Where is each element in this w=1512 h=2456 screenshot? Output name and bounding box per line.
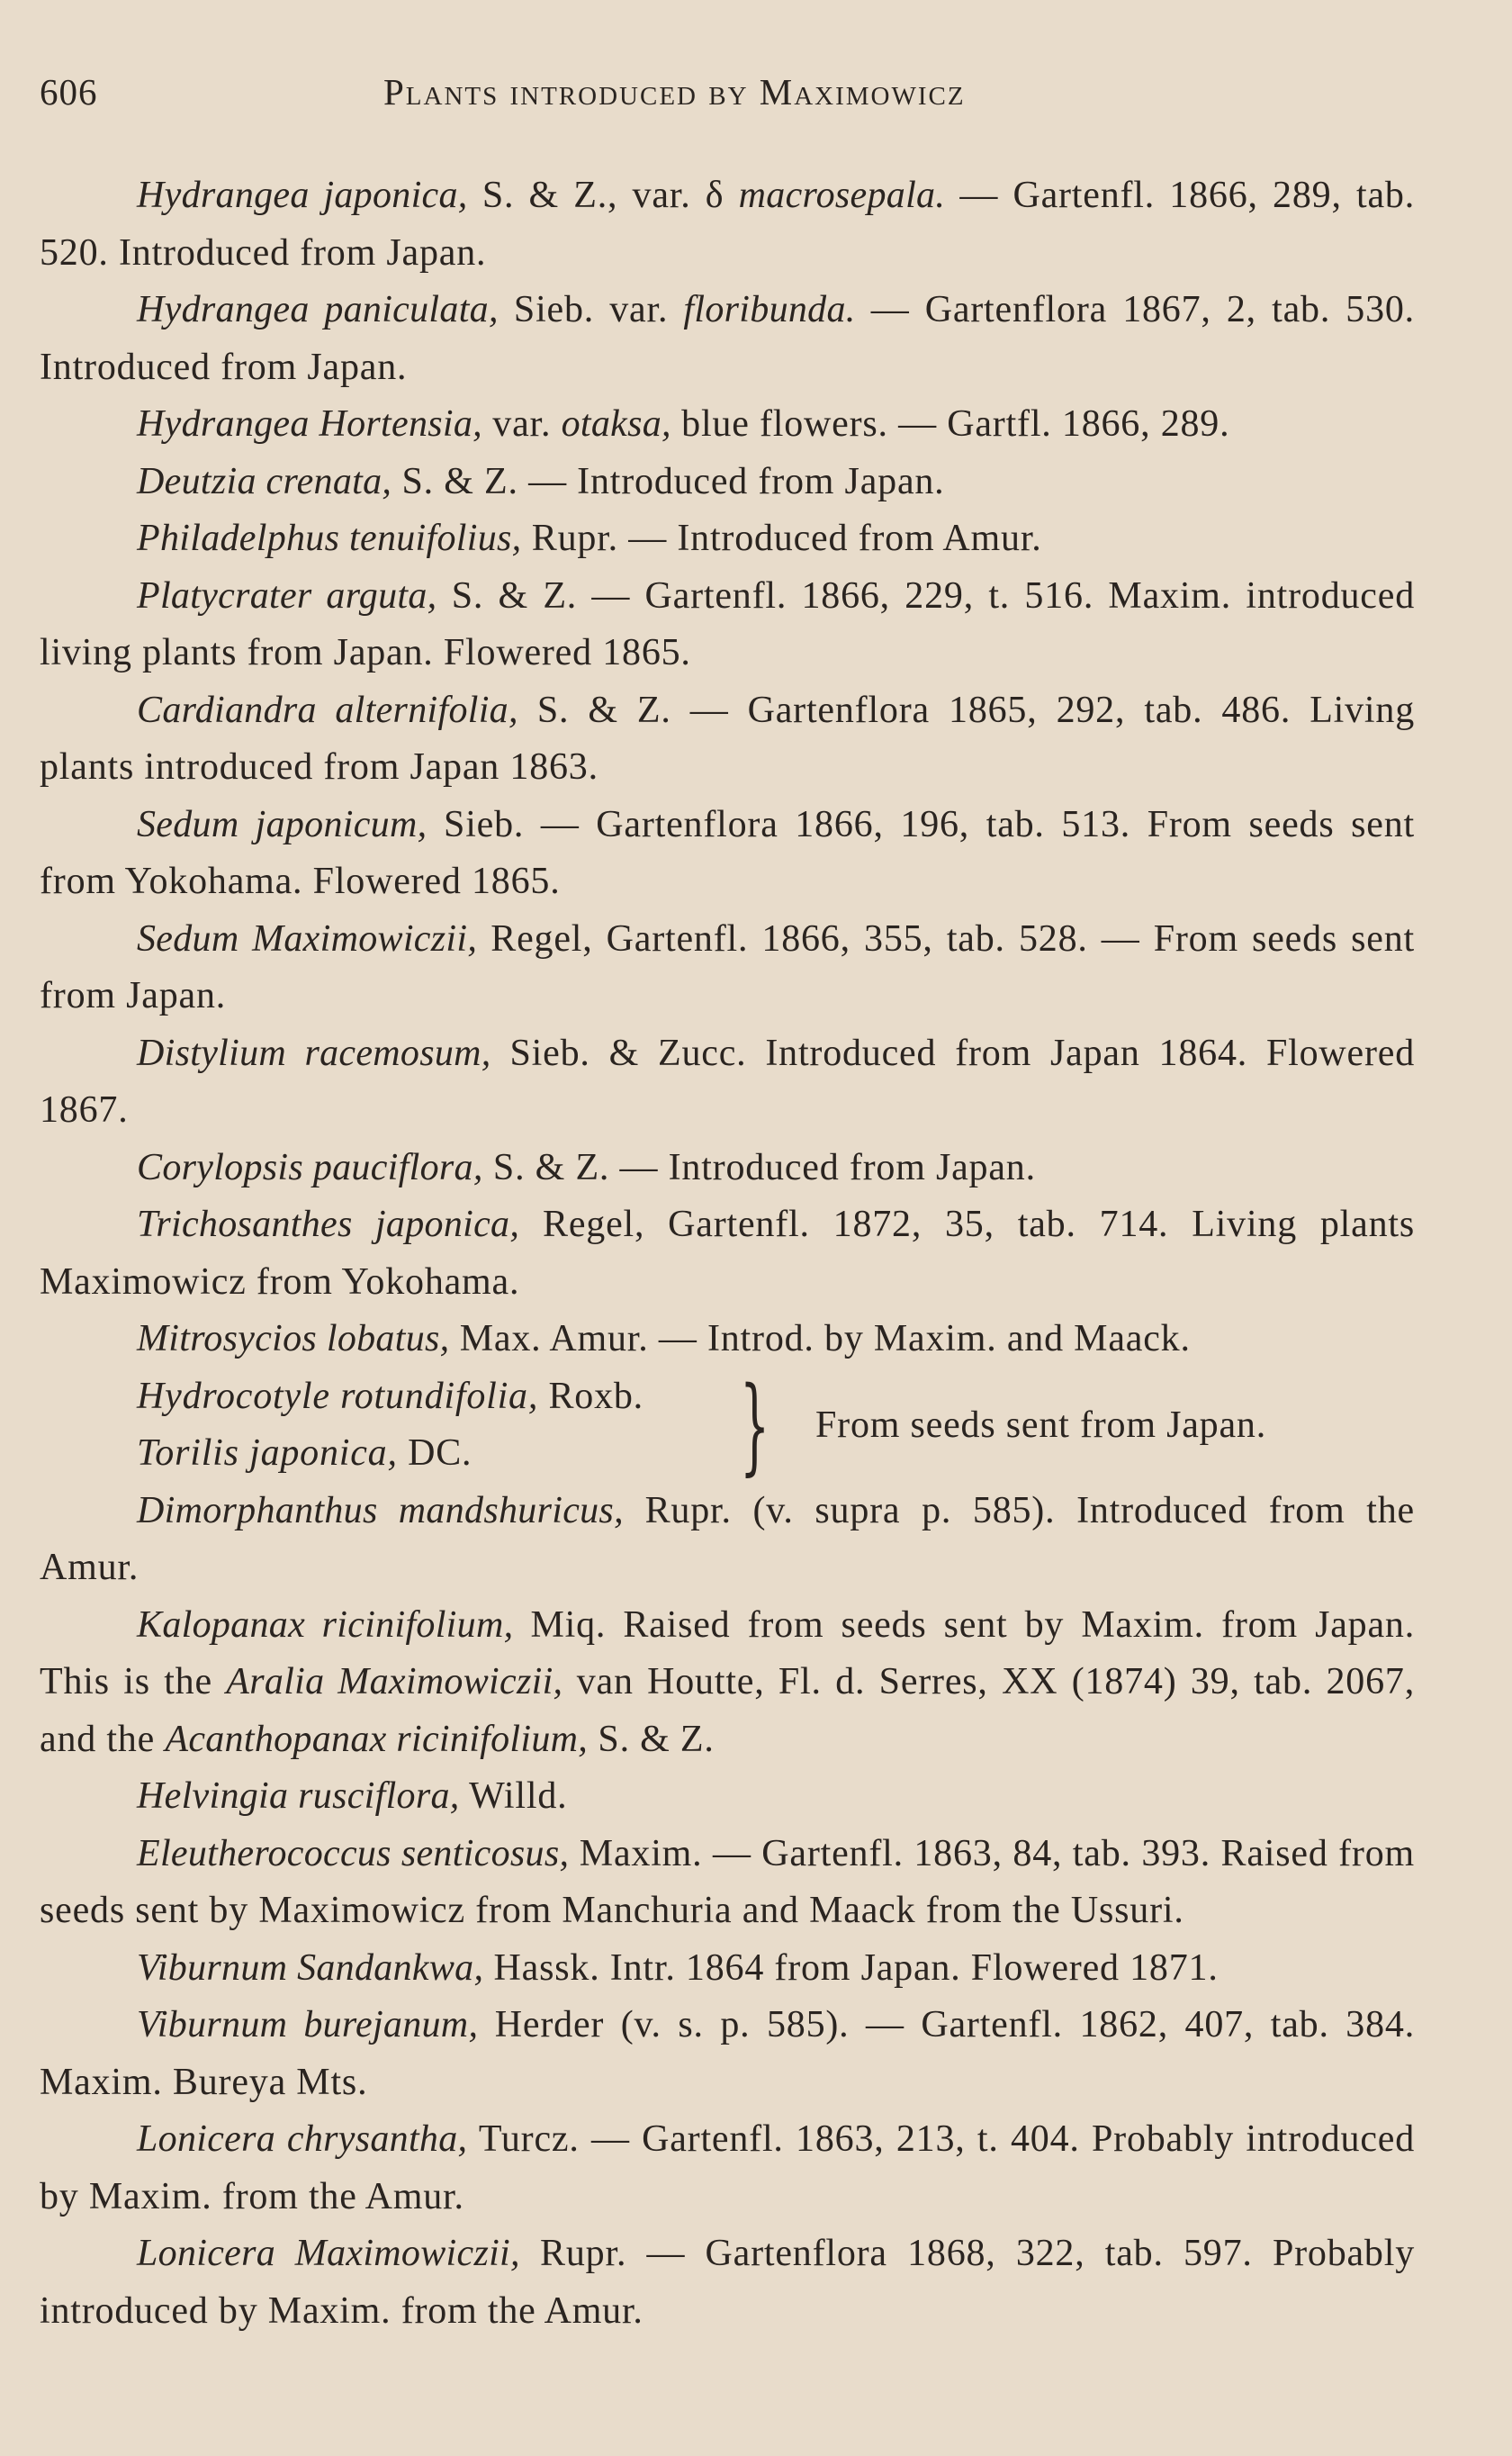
entry-text: Sieb. & Zucc. Introduced from Japan 1864. Flowered 1867.	[40, 1032, 1415, 1131]
entry-paragraph	[40, 510, 1415, 568]
entry-text: S. & Z., var. δ	[467, 175, 739, 216]
entry-text: Rupr. — Gartenflora 1868, 322, tab. 597. Probably introduced by Maxim. from the Amur.	[40, 2233, 1416, 2332]
entry-text: Rupr. (v. supra p. 585). Introduced from the Amur.	[40, 1489, 1416, 1588]
species-name: Sedum Maximowiczii,	[137, 917, 478, 960]
entry-paragraph	[40, 282, 1415, 396]
brace-symbol: }	[740, 1364, 770, 1486]
species-name: Hydrangea Hortensia,	[137, 403, 482, 445]
species-name: Helvingia rusciflora,	[137, 1775, 460, 1817]
species-name: Lonicera chrysantha,	[137, 2118, 468, 2160]
entry-paragraph	[40, 2111, 1415, 2226]
entry-text: S. & Z. — Introduced from Japan.	[482, 1146, 1036, 1188]
entry-text: — Gartenflora 1867, 2, tab. 530. Introduced from Japan.	[40, 289, 1415, 388]
entry-paragraph	[40, 1997, 1415, 2111]
author-text: Roxb.	[538, 1375, 644, 1417]
species-name: Hydrocotyle rotundifolia,	[137, 1375, 539, 1417]
entry-paragraph	[40, 1768, 1415, 1826]
entry-text: — Gartenfl. 1866, 289, tab. 520. Introduced from Japan.	[40, 175, 1416, 274]
species-name: Sedum japonicum,	[137, 803, 428, 845]
entry-paragraph	[40, 682, 1415, 797]
species-name: otaksa,	[561, 403, 671, 445]
entry-text: Sieb. — Gartenflora 1866, 196, tab. 513. From seeds sent from Yokohama. Flowered 1865.	[40, 803, 1415, 902]
species-name: macrosepala.	[738, 175, 946, 216]
entry-text: S. & Z. — Gartenflora 1865, 292, tab. 486. Living plants introduced from Japan 1863.	[40, 689, 1415, 788]
entry-text: Hassk. Intr. 1864 from Japan. Flowered 1871.	[483, 1946, 1219, 1989]
species-name: Acanthopanax ricinifolium,	[165, 1718, 589, 1760]
entry-text: Regel, Gartenfl. 1866, 355, tab. 528. — From seeds sent from Japan.	[40, 917, 1415, 1016]
entry-list	[40, 167, 1415, 1368]
species-name: Cardiandra alternifolia,	[137, 689, 518, 731]
brace-line-1	[137, 1368, 644, 1426]
entry-text: S. & Z. — Gartenfl. 1866, 229, t. 516. Maxim. introduced living plants from Japan. Flowered 1865.	[40, 574, 1415, 673]
page-body	[40, 167, 1415, 2340]
running-title: Plants introduced by Maximowicz	[383, 71, 966, 113]
entry-paragraph	[40, 396, 1415, 454]
entry-text: Miq. Raised from seeds sent by Maxim. from Japan. This is the	[40, 1603, 1416, 1702]
entry-paragraph	[40, 1311, 1415, 1368]
species-name: Viburnum burejanum,	[137, 2004, 479, 2045]
entry-paragraph	[40, 1196, 1415, 1311]
entry-paragraph	[40, 1025, 1415, 1140]
entry-text: Rupr. — Introduced from Amur.	[521, 518, 1042, 559]
entry-paragraph	[40, 167, 1415, 282]
entry-text: Maxim. — Gartenfl. 1863, 84, tab. 393. Raised from seeds sent by Maximowicz from Manchuria and Maack from the Ussuri.	[40, 1832, 1415, 1931]
species-name: Trichosanthes japonica,	[137, 1204, 520, 1245]
author-text: DC.	[397, 1432, 472, 1474]
entry-text: S. & Z. — Introduced from Japan.	[392, 460, 945, 502]
species-name: Corylopsis pauciflora,	[137, 1146, 483, 1188]
species-name: Torilis japonica,	[137, 1432, 398, 1474]
brace-note: From seeds sent from Japan.	[815, 1404, 1267, 1446]
entry-paragraph	[40, 1140, 1415, 1197]
entry-text: Regel, Gartenfl. 1872, 35, tab. 714. Living plants Maximowicz from Yokohama.	[40, 1204, 1416, 1303]
brace-group-names	[137, 1368, 644, 1483]
entry-paragraph	[40, 1597, 1415, 1769]
entry-text: Herder (v. s. p. 585). — Gartenfl. 1862, 407, tab. 384. Maxim. Bureya Mts.	[40, 2004, 1415, 2103]
entry-text: Max. Amur. — Introd. by Maxim. and Maack.	[449, 1318, 1191, 1359]
entry-paragraph	[40, 1940, 1415, 1998]
entry-paragraph	[40, 2226, 1415, 2340]
species-name: Distylium racemosum,	[137, 1032, 491, 1074]
entry-paragraph	[40, 797, 1415, 911]
species-name: Kalopanax ricinifolium,	[137, 1603, 514, 1646]
species-name: Dimorphanthus mandshuricus,	[137, 1489, 624, 1531]
entry-text: Willd.	[459, 1775, 568, 1817]
species-name: Hydrangea paniculata,	[137, 289, 499, 330]
species-name: floribunda.	[683, 289, 856, 330]
entry-paragraph	[40, 1826, 1415, 1940]
brace-line-2	[137, 1425, 644, 1483]
entry-text: van Houtte, Fl. d. Serres, XX (1874) 39, tab. 2067, and the	[40, 1661, 1415, 1760]
species-name: Aralia Maximowiczii,	[226, 1661, 563, 1702]
entry-paragraph	[40, 1483, 1415, 1597]
species-name: Hydrangea japonica,	[137, 175, 468, 216]
entry-text: S. & Z.	[588, 1718, 715, 1760]
entry-paragraph	[40, 911, 1415, 1025]
entry-text: Sieb. var.	[498, 289, 684, 330]
species-name: Mitrosycios lobatus,	[137, 1318, 450, 1359]
species-name: Platycrater arguta,	[137, 574, 437, 617]
species-name: Lonicera Maximowiczii,	[137, 2233, 520, 2274]
species-name: Viburnum Sandankwa,	[137, 1946, 484, 1989]
entry-paragraph	[40, 454, 1415, 511]
species-name: Philadelphus tenuifolius,	[137, 518, 522, 559]
species-name: Eleutherococcus senticosus,	[137, 1832, 570, 1874]
entry-text: Turcz. — Gartenfl. 1863, 213, t. 404. Probably introduced by Maxim. from the Amur.	[40, 2118, 1415, 2217]
page-header	[40, 70, 1415, 121]
page-number: 606	[40, 71, 98, 113]
entry-list	[40, 1483, 1415, 2341]
species-name: Deutzia crenata,	[137, 460, 392, 502]
entry-paragraph	[40, 568, 1415, 682]
brace-group	[40, 1364, 1415, 1486]
entry-text: var.	[482, 403, 562, 445]
entry-text: blue flowers. — Gartfl. 1866, 289.	[670, 403, 1230, 445]
